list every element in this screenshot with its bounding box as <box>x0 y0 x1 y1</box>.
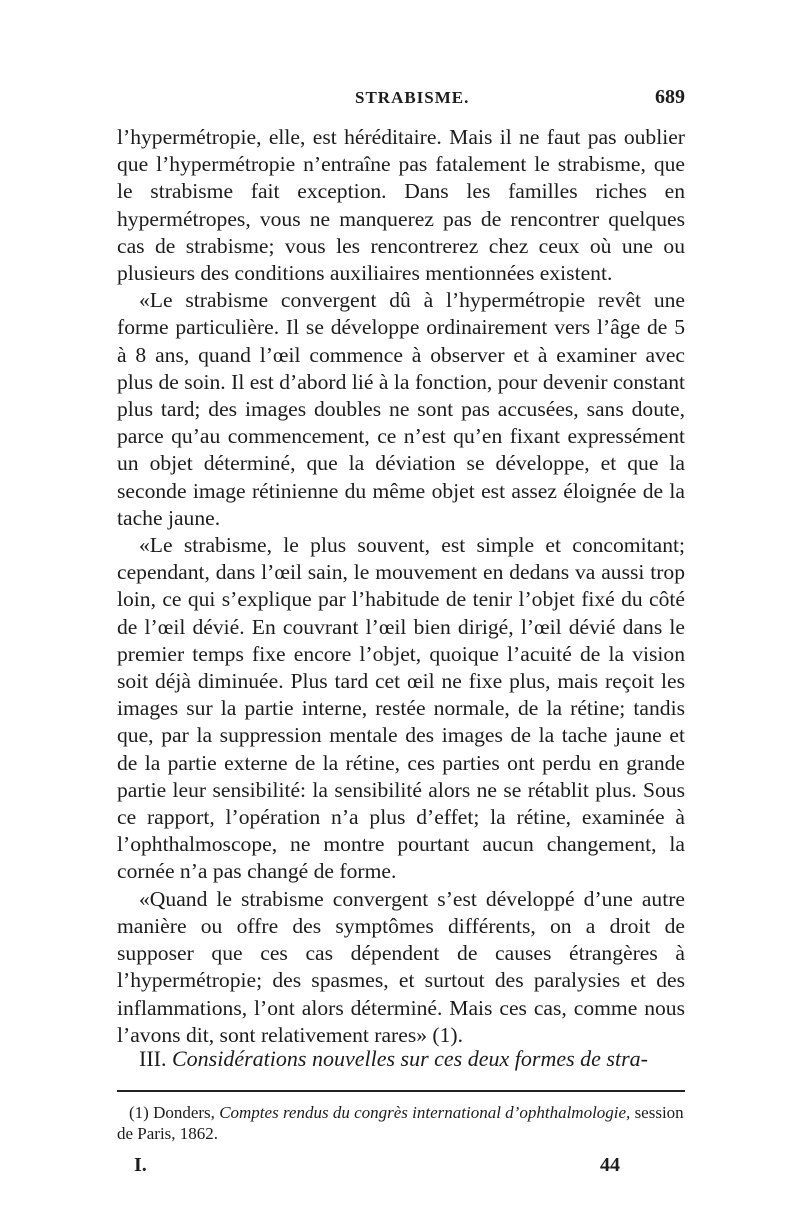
paragraph-2: «Le strabisme convergent dû à l’hypermétropie revêt une forme particulière. Il se développe ordinairement vers l’âge de 5 à 8 ans, quand l’œil commence à observer et à examiner avec plus de soin. Il est d’abord lié à la fonction, pour devenir constant plus tard; des images doubles ne sont pas accusées, sans doute, parce qu’au commencement, ce n’est qu’en fixant expressément un objet déterminé, que la déviation se développe, et que la seconde image rétinienne du même objet est assez éloignée de la tache jaune. <box>117 288 685 530</box>
body-text <box>117 124 685 1049</box>
signature-mark: I. <box>134 1154 147 1176</box>
section-title: Considérations nouvelles sur ces deux formes de stra- <box>171 1046 648 1071</box>
footnote-rest: session de Paris, 1862. <box>117 1103 684 1143</box>
footnote <box>117 1102 685 1144</box>
footnote-marker: (1) <box>129 1103 149 1122</box>
footnote-title: Comptes rendus du congrès international d’ophthalmologie, <box>219 1103 631 1122</box>
page-number: 689 <box>655 86 685 108</box>
footnote-author: Donders, <box>153 1103 215 1122</box>
paragraph-1: l’hypermétropie, elle, est héréditaire. Mais il ne faut pas oublier que l’hypermétropie n’entraîne pas fatalement le strabisme, que le strabisme fait exception. Dans les familles riches en hypermétropes, vous ne manquerez pas de rencontrer quelques cas de strabisme; vous les rencontrerez chez ceux où une ou plusieurs des conditions auxiliaires mentionnées existent. <box>117 125 685 286</box>
running-title: STRABISME. <box>355 88 470 107</box>
section-heading <box>117 1045 685 1073</box>
sheet-number: 44 <box>600 1154 620 1176</box>
footnote-rule <box>117 1090 685 1092</box>
page-header <box>117 82 685 112</box>
paragraph-3: «Le strabisme, le plus souvent, est simple et concomitant; cependant, dans l’œil sain, le mouvement en dedans va aussi trop loin, ce qui s’explique par l’habitude de tenir l’objet fixé du côté de l’œil dévié. En couvrant l’œil bien dirigé, l’œil dévié dans le premier temps fixe encore l’objet, quoique l’acuité de la vision soit déjà diminuée. Plus tard cet œil ne fixe plus, mais reçoit les images sur la partie interne, restée normale, de la rétine; tandis que, par la suppression mentale des images de la tache jaune et de la partie externe de la rétine, ces parties ont perdu en grande partie leur sensibilité: la sensibilité alors ne se rétablit plus. Sous ce rapport, l’opération n’a plus d’effet; la rétine, examinée à l’ophthalmoscope, ne montre pourtant aucun changement, la cornée n’a pas changé de forme. <box>117 533 685 884</box>
paragraph-4: «Quand le strabisme convergent s’est développé d’une autre manière ou offre des symptômes différents, on a droit de supposer que ces cas dépendent de causes étrangères à l’hypermétropie; des spasmes, et surtout des paralysies et des inflammations, l’ont alors déterminé. Mais ces cas, comme nous l’avons dit, sont relativement rares» (1). <box>117 886 685 1047</box>
section-number: III. <box>139 1046 167 1071</box>
